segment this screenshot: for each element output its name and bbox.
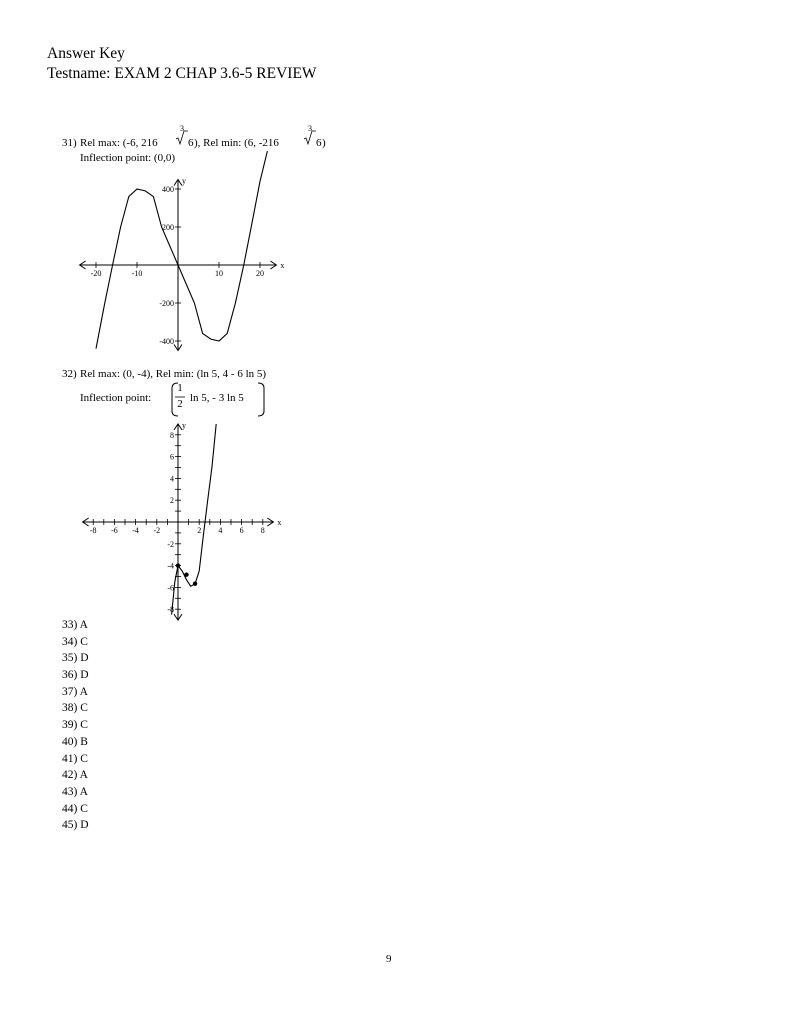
y-tick-label: -8 — [167, 605, 174, 615]
q32-rel-max-min: Rel max: (0, -4), Rel min: (ln 5, 4 - 6 ln 5) — [80, 368, 267, 380]
y-axis-label: y — [182, 176, 186, 186]
x-tick-label: 20 — [256, 269, 264, 278]
answer-item: 40) B — [62, 735, 88, 748]
marked-point — [184, 572, 188, 576]
y-tick-label: -2 — [167, 539, 174, 549]
marked-point — [176, 563, 180, 567]
y-tick-label: -6 — [167, 583, 174, 593]
q32-frac-den: 2 — [177, 398, 183, 410]
q31-number: 31) — [62, 137, 77, 149]
x-tick-label: 8 — [260, 526, 265, 535]
q32-inflection-rest: ln 5, - 3 ln 5 — [190, 392, 244, 404]
testname: Testname: EXAM 2 CHAP 3.6-5 REVIEW — [47, 65, 317, 82]
x-tick-label: 2 — [197, 526, 202, 535]
y-tick-label: 8 — [170, 430, 174, 440]
q32-inflection-label: Inflection point: — [80, 392, 152, 404]
answer-item: 35) D — [62, 652, 89, 665]
answer-item: 41) C — [62, 752, 88, 765]
y-tick-label: -4 — [167, 561, 174, 571]
q32-number: 32) — [62, 368, 77, 380]
x-tick-label: 10 — [215, 269, 223, 278]
x-tick-label: 6 — [239, 526, 244, 535]
q31-root-index-1: 3 — [180, 124, 184, 133]
answer-list — [62, 617, 89, 834]
x-tick-label: -2 — [153, 526, 161, 535]
x-tick-label: 4 — [218, 526, 223, 535]
answer-item: 42) A — [62, 769, 88, 782]
y-axis-label: y — [182, 420, 186, 430]
y-tick-label: 400 — [162, 185, 174, 194]
q31-inflection: Inflection point: (0,0) — [80, 152, 176, 164]
x-tick-label: -6 — [111, 526, 118, 535]
y-tick-label: 2 — [170, 496, 174, 506]
answer-item: 44) C — [62, 802, 88, 815]
q31-max-suffix: ), Rel min: (6, -216 — [194, 137, 279, 149]
answer-item: 39) C — [62, 719, 88, 732]
q31-max-prefix: Rel max: (-6, 216 — [80, 137, 158, 149]
answer-item: 45) D — [62, 819, 89, 832]
y-tick-label: 200 — [162, 223, 174, 232]
q31-radicand-2: 6 — [316, 137, 322, 149]
answer-item: 36) D — [62, 669, 89, 682]
x-axis-label: x — [280, 261, 285, 270]
y-tick-label: 6 — [170, 452, 174, 462]
y-tick-label: -200 — [159, 299, 174, 308]
x-tick-label: -20 — [90, 269, 102, 278]
x-tick-label: -8 — [89, 526, 97, 535]
q31-root-index-2: 3 — [308, 124, 312, 133]
x-axis-label: x — [277, 518, 282, 527]
q31-radicand-1: 6 — [188, 137, 194, 149]
y-tick-label: 4 — [170, 474, 174, 484]
x-tick-label: -4 — [132, 526, 139, 535]
answer-item: 43) A — [62, 785, 88, 798]
page-number: 9 — [386, 953, 392, 965]
answer-item: 33) A — [62, 619, 88, 631]
answer-item: 34) C — [62, 635, 88, 648]
answer-item: 37) A — [62, 685, 88, 698]
q32-frac-num: 1 — [177, 382, 183, 394]
y-tick-label: -400 — [159, 337, 174, 346]
answer-key-title: Answer Key — [47, 45, 125, 62]
answer-item: 38) C — [62, 702, 88, 715]
marked-point — [193, 581, 197, 585]
x-tick-label: -10 — [131, 269, 143, 278]
q31-min-suffix: ) — [322, 137, 326, 149]
